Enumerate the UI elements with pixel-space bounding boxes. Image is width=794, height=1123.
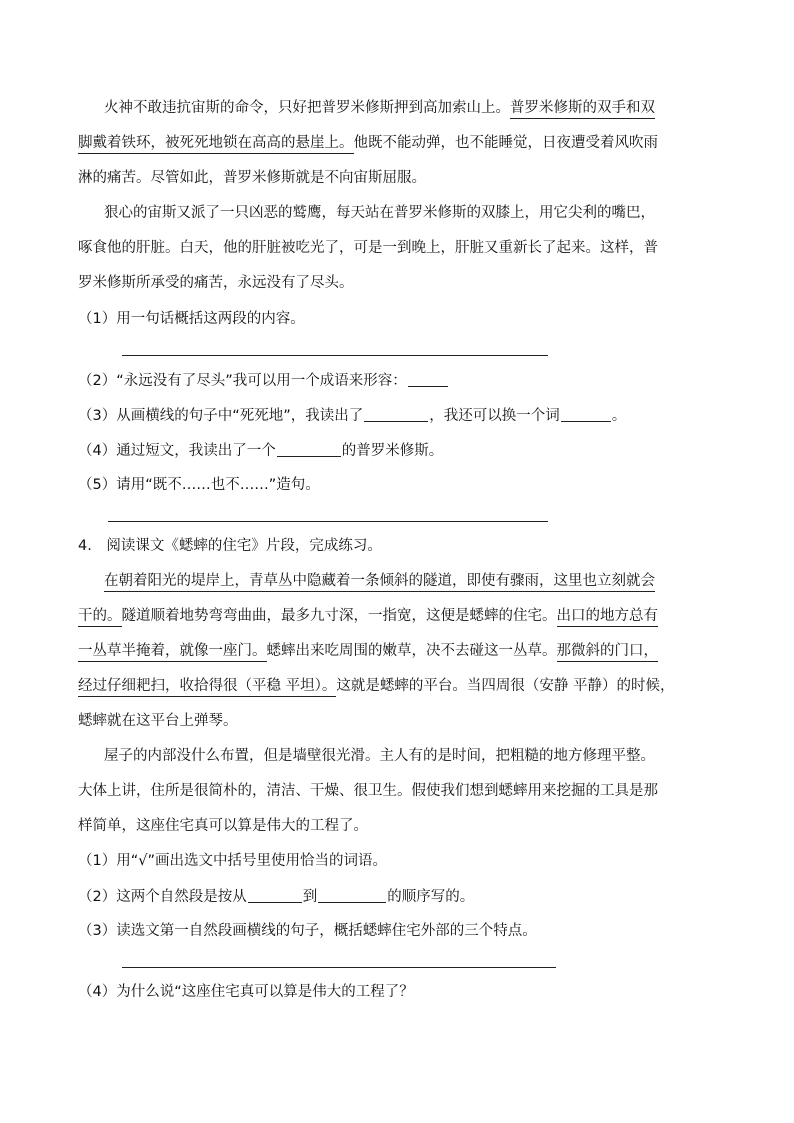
passage1-text: 他既不能动弹，也不能睡觉，日夜遭受着风吹雨: [353, 135, 658, 151]
passage1-line-4: 狠心的宙斯又派了一只凶恶的鹫鹰，每天站在普罗米修斯的双膝上，用它尖利的嘴巴，: [104, 205, 655, 221]
question-text: （2）这两个自然段是按从: [78, 889, 247, 905]
passage2-text: 这就是蟋蟀的平台。当四周很（安静 平静）的时候，: [336, 678, 675, 694]
question-1-1: （1）用一句话概括这两段的内容。: [78, 311, 305, 327]
answer-blank[interactable]: [364, 405, 428, 422]
question-text: 。: [611, 408, 627, 424]
underlined-sentence: 在朝着阳光的堤岸上，青草丛中隐藏着一条倾斜的隧道，即使有骤雨，这里也立刻就会: [104, 573, 655, 592]
question-4-2: [78, 886, 474, 907]
underlined-sentence: 出口的地方总有: [557, 608, 659, 627]
answer-line-4-3[interactable]: [122, 967, 556, 968]
question-text: 的顺序写的。: [387, 889, 475, 905]
question-text: ，我还可以换一个词: [429, 408, 560, 424]
passage2-line-7: 大体上讲，住所是很简朴的，清洁、干燥、很卫生。假使我们想到蟋蟀用来挖掘的工具是那: [78, 783, 658, 799]
question-text: 的普罗米修斯。: [341, 443, 444, 459]
passage2-line-3: [78, 641, 658, 661]
section-4-heading: 4. 阅读课文《蟋蟀的住宅》片段，完成练习。: [78, 538, 382, 554]
passage1-line-3: 淋的痛苦。尽管如此，普罗米修斯就是不向宙斯屈服。: [78, 170, 426, 186]
passage2-line-4: [78, 676, 674, 696]
passage1-line-5: 啄食他的肝脏。白天，他的肝脏被吃光了，可是一到晚上，肝脏又重新长了起来。这样，普: [78, 240, 658, 256]
answer-blank[interactable]: [408, 370, 448, 387]
answer-line-1-1[interactable]: [122, 355, 548, 356]
passage2-line-8: 样简单，这座住宅真可以算是伟大的工程了。: [78, 818, 368, 834]
question-4-4: （4）为什么说“这座住宅真可以算是伟大的工程了？: [78, 984, 414, 1000]
underlined-sentence: 脚戴着铁环，被死死地锁在高高的悬崖上。: [78, 135, 354, 154]
underlined-sentence: 一丛草半掩着，就像一座门。: [78, 643, 267, 662]
answer-blank[interactable]: [561, 405, 611, 422]
answer-blank[interactable]: [277, 440, 341, 457]
answer-blank[interactable]: [248, 886, 302, 903]
question-text: （3）从画横线的句子中“死死地”，我读出了: [78, 408, 364, 424]
question-text: （4）通过短文，我读出了一个: [78, 443, 276, 459]
question-1-5: （5）请用“既不……也不……”造句。: [78, 477, 320, 493]
passage2-line-1: [104, 571, 655, 591]
passage2-text: 蟋蟀出来吃周围的嫩草，决不去碰这一丛草。: [266, 643, 557, 659]
passage2-line-2: [78, 606, 658, 626]
passage2-line-6: 屋子的内部没什么布置，但是墙壁很光滑。主人有的是时间，把粗糙的地方修理平整。: [104, 748, 655, 764]
passage1-line-2: [78, 133, 658, 153]
answer-blank[interactable]: [318, 886, 386, 903]
question-text: （2）“永远没有了尽头”我可以用一个成语来形容：: [78, 373, 407, 389]
passage1-text: 火神不敢违抗宙斯的命令，只好把普罗米修斯押到高加索山上。: [104, 100, 510, 116]
underlined-sentence: 普罗米修斯的双手和双: [510, 100, 655, 119]
underlined-sentence: 那微斜的门口，: [557, 643, 659, 662]
passage2-line-5: 蟋蟀就在这平台上弹琴。: [78, 713, 238, 729]
question-1-4: [78, 440, 443, 461]
question-text: 到: [302, 889, 318, 905]
passage1-line-6: 罗米修斯所承受的痛苦，永远没有了尽头。: [78, 275, 354, 291]
question-1-3: [78, 405, 626, 426]
answer-line-1-5[interactable]: [108, 521, 548, 522]
underlined-sentence: 干的。: [78, 608, 122, 627]
question-1-2: [78, 370, 449, 391]
passage2-text: 隧道顺着地势弯弯曲曲，最多九寸深，一指宽，这便是蟋蟀的住宅。: [121, 608, 557, 624]
passage1-line-1: [104, 98, 655, 118]
question-4-3: （3）读选文第一自然段画横线的句子，概括蟋蟀住宅外部的三个特点。: [78, 923, 537, 939]
underlined-sentence: 经过仔细耙扫，收拾得很（平稳 平坦）。: [78, 678, 336, 697]
question-4-1: （1）用“√”画出选文中括号里使用恰当的词语。: [78, 853, 387, 869]
